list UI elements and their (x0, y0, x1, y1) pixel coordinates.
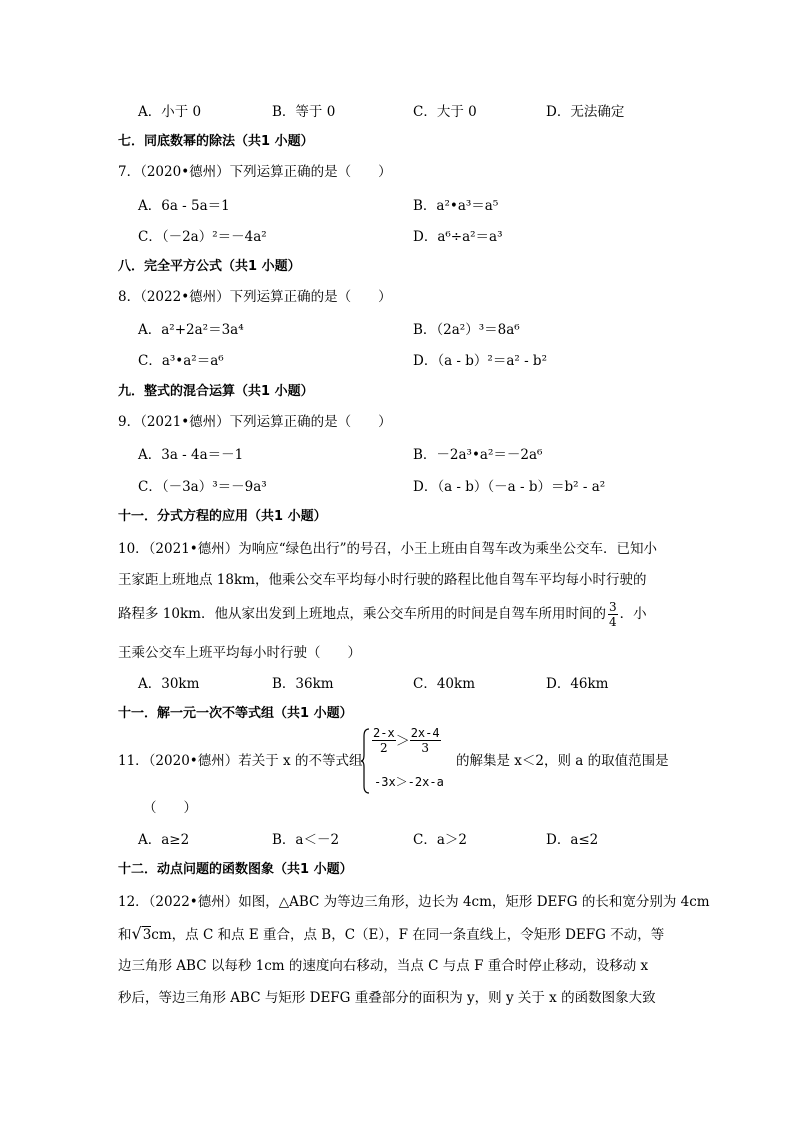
q7-option-a: A．6a - 5a＝1 (138, 198, 230, 214)
q10-option-a: A．30km (138, 676, 200, 692)
q12-line-1: 12．（2022•德州）如图，△ABC 为等边三角形，边长为 4cm，矩形 DEFG 的长和宽分别为 4cm (118, 894, 710, 910)
q6-option-c: C．大于 0 (413, 104, 477, 120)
q11-inequality-1 (372, 726, 441, 755)
q7-stem: 7．（2020•德州）下列运算正确的是（ ） (118, 164, 392, 180)
q12-sqrt-radicand: 3 (142, 927, 152, 943)
q11-option-d: D．a≤2 (546, 832, 599, 848)
q10-options (0, 673, 794, 695)
q11-greater-sign: ＞ (395, 733, 410, 750)
q11-option-c: C．a＞2 (413, 832, 467, 848)
q12-line-2-pre: 和 (118, 927, 132, 943)
q11-inequality-2: -3x＞-2x-a (374, 775, 444, 789)
q10-option-d: D．46km (546, 676, 609, 692)
section-heading-8: 八．完全平方公式（共1 小题） (118, 259, 301, 274)
q8-option-d: D．（a - b）²＝a² - b² (413, 353, 547, 369)
q8-options-row1 (0, 319, 794, 341)
section-heading-moving-point: 十二．动点问题的函数图象（共1 小题） (118, 862, 353, 877)
q9-option-a: A．3a - 4a＝－1 (138, 447, 244, 463)
section-heading-fraction-equation: 十一．分式方程的应用（共1 小题） (118, 509, 327, 524)
q9-options-row1 (0, 444, 794, 466)
q10-line-2: 王家距上班地点 18km，他乘公交车平均每小时行驶的路程比他自驾车平均每小时行驶的 (118, 572, 647, 588)
q6-options (0, 101, 794, 123)
q10-line-4: 王乘公交车上班平均每小时行驶（ ） (118, 645, 361, 661)
q12-sqrt (142, 924, 152, 946)
q7-option-d: D．a⁶÷a²＝a³ (413, 229, 503, 245)
q10-line-3-text: 路程多 10km．他从家出发到上班地点，乘公交车所用的时间是自驾车所用时间的 (118, 606, 606, 622)
q10-option-b: B．36km (272, 676, 334, 692)
q11-option-b: B．a＜－2 (272, 832, 340, 848)
q7-options-row2 (0, 226, 794, 248)
q6-option-a: A．小于 0 (138, 104, 202, 120)
section-heading-inequality: 十一．解一元一次不等式组（共1 小题） (118, 706, 353, 721)
q12-line-3: 边三角形 ABC 以每秒 1cm 的速度向右移动，当点 C 与点 F 重合时停止移动，设移动 x (118, 958, 649, 974)
q10-fraction (608, 600, 618, 629)
q11-pre: 11．（2020•德州）若关于 x 的不等式组 (118, 753, 363, 769)
q12-line-2 (118, 923, 678, 946)
q11-paren: （ ） (143, 800, 197, 816)
q7-options-row1 (0, 195, 794, 217)
q11-ineq1-left-num: 2-x (373, 726, 395, 740)
sqrt-icon: √ (131, 924, 142, 943)
q9-option-d: D．（a - b）（－a - b）＝b² - a² (413, 479, 606, 495)
q11-ineq1-left-fraction (372, 726, 396, 755)
q7-option-c: C．（－2a）²＝－4a² (138, 229, 267, 245)
section-heading-9: 九．整式的混合运算（共1 小题） (118, 384, 314, 399)
q8-stem: 8．（2022•德州）下列运算正确的是（ ） (118, 289, 392, 305)
q11-options (0, 829, 794, 851)
q10-line-3 (118, 600, 678, 629)
q11-post: 的解集是 x＜2，则 a 的取值范围是 (456, 753, 669, 769)
q10-line-3-end: ．小 (619, 606, 647, 622)
q11-ineq1-left-den: 2 (380, 741, 388, 755)
q9-options-row2 (0, 476, 794, 498)
q11-ineq1-right-num: 2x-4 (410, 726, 440, 740)
q10-fraction-numerator: 3 (608, 600, 617, 614)
q10-line-1: 10．（2021•德州）为响应“绿色出行”的号召，小王上班由自驾车改为乘坐公交车．已知小 (118, 541, 658, 557)
q8-options-row2 (0, 350, 794, 372)
q9-stem: 9．（2021•德州）下列运算正确的是（ ） (118, 414, 392, 430)
q11-option-a: A．a≥2 (138, 832, 190, 848)
q10-option-c: C．40km (413, 676, 475, 692)
section-heading-7: 七．同底数幂的除法（共1 小题） (118, 134, 314, 149)
q12-line-4: 秒后，等边三角形 ABC 与矩形 DEFG 重叠部分的面积为 y，则 y 关于 x 的函数图象大致 (118, 990, 656, 1006)
q9-option-b: B．－2a³•a²＝－2a⁶ (413, 447, 543, 463)
q11-ineq1-right-den: 3 (421, 741, 429, 755)
q12-line-2-text: cm，点 C 和点 E 重合，点 B，C（E），F 在同一条直线上，令矩形 DEFG 不动，等 (151, 927, 665, 943)
q8-option-a: A．a²+2a²＝3a⁴ (138, 322, 244, 338)
q10-fraction-denominator: 4 (608, 615, 617, 629)
q11-ineq1-right-fraction (410, 726, 441, 755)
q6-option-d: D．无法确定 (546, 104, 625, 120)
q6-option-b: B．等于 0 (272, 104, 336, 120)
q8-option-b: B．（2a²）³＝8a⁶ (413, 322, 520, 338)
q11-stem (118, 726, 678, 796)
q8-option-c: C．a³•a²＝a⁶ (138, 353, 224, 369)
q9-option-c: C．（－3a）³＝－9a³ (138, 479, 267, 495)
q11-left-brace (360, 728, 370, 794)
q7-option-b: B．a²•a³＝a⁵ (413, 198, 499, 214)
